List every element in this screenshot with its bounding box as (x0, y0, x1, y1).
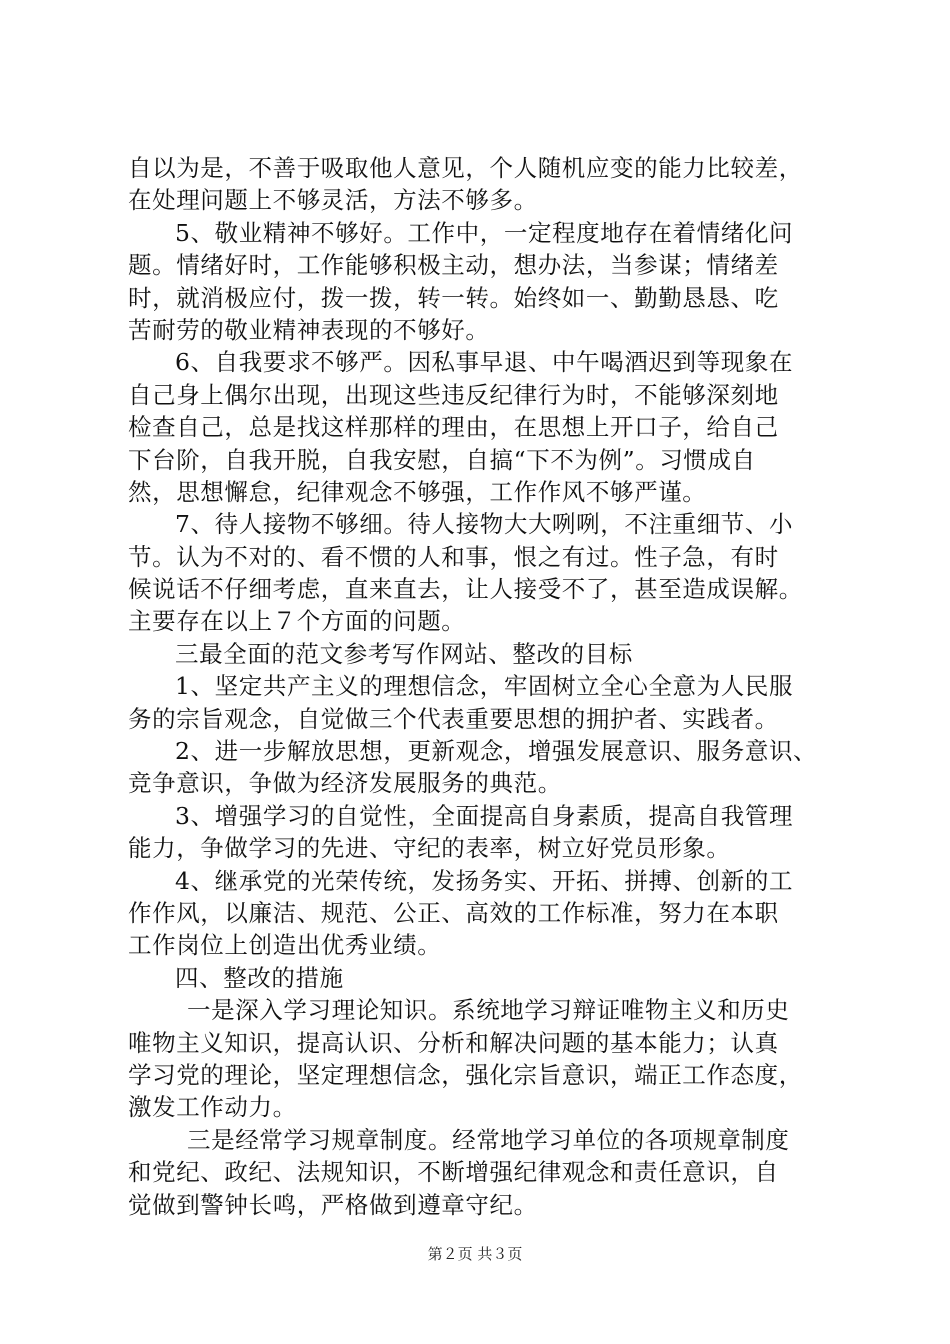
text-line: 2、进一步解放思想，更新观念，增强发展意识、服务意识、 (175, 737, 818, 766)
page-footer (0, 1244, 950, 1264)
section-heading: 三最全面的范文参考写作网站、整改的目标 (175, 639, 633, 668)
text-line: 然，思想懈怠，纪律观念不够强，工作作风不够严谨。 (128, 477, 707, 506)
text-line: 竞争意识，争做为经济发展服务的典范。 (128, 769, 562, 798)
text-line: 检查自己，总是找这样那样的理由，在思想上开口子，给自己 (128, 413, 779, 442)
text-line: 下台阶，自我开脱，自我安慰，自搞“下不为例”。习惯成自 (128, 445, 756, 474)
text-line: 节。认为不对的、看不惯的人和事，恨之有过。性子急，有时 (128, 542, 779, 571)
text-line: 候说话不仔细考虑，直来直去，让人接受不了，甚至造成误解。 (128, 575, 803, 604)
section-heading: 四、整改的措施 (175, 963, 344, 992)
text-line: 一是深入学习理论知识。系统地学习辩证唯物主义和历史 (187, 996, 790, 1025)
text-line: 7、待人接物不够细。待人接物大大咧咧，不注重细节、小 (175, 510, 794, 539)
text-line: 自以为是，不善于吸取他人意见，个人随机应变的能力比较差， (128, 154, 803, 182)
text-line: 时，就消极应付，拨一拨，转一转。始终如一、勤勤恳恳、吃 (128, 283, 779, 312)
text-line: 工作岗位上创造出优秀业绩。 (128, 931, 442, 960)
text-line: 4、继承党的光荣传统，发扬务实、开拓、拼搏、创新的工 (175, 866, 794, 895)
text-line: 主要存在以上７个方面的问题。 (128, 607, 466, 636)
text-line: 苦耐劳的敬业精神表现的不够好。 (128, 315, 490, 344)
text-line: 自己身上偶尔出现，出现这些违反纪律行为时，不能够深刻地 (128, 380, 779, 409)
page-number-label: 第２页 共３页 (427, 1245, 523, 1263)
text-line: 1、坚定共产主义的理想信念，牢固树立全心全意为人民服 (175, 672, 794, 701)
text-line: 激发工作动力。 (128, 1093, 297, 1122)
text-line: 学习党的理论，坚定理想信念，强化宗旨意识，端正工作态度， (128, 1060, 803, 1089)
text-line: 题。情绪好时，工作能够积极主动，想办法，当参谋；情绪差 (128, 251, 779, 280)
text-line: 在处理问题上不够灵活，方法不够多。 (128, 186, 538, 215)
text-line: 5、敬业精神不够好。工作中，一定程度地存在着情绪化问 (175, 218, 794, 247)
document-body (128, 152, 848, 1221)
text-line: 唯物主义知识，提高认识、分析和解决问题的基本能力；认真 (128, 1028, 779, 1057)
text-line: 3、增强学习的自觉性，全面提高自身素质，提高自我管理 (175, 801, 794, 830)
text-line: 6、自我要求不够严。因私事早退、中午喝酒迟到等现象在 (175, 348, 794, 377)
text-line: 务的宗旨观念，自觉做三个代表重要思想的拥护者、实践者。 (128, 704, 779, 733)
text-line: 觉做到警钟长鸣，严格做到遵章守纪。 (128, 1190, 538, 1219)
text-line: 三是经常学习规章制度。经常地学习单位的各项规章制度 (187, 1125, 790, 1154)
text-line: 作作风，以廉洁、规范、公正、高效的工作标准，努力在本职 (128, 898, 779, 927)
text-line: 能力，争做学习的先进、守纪的表率，树立好党员形象。 (128, 834, 731, 863)
text-line: 和党纪、政纪、法规知识，不断增强纪律观念和责任意识，自 (128, 1158, 779, 1187)
